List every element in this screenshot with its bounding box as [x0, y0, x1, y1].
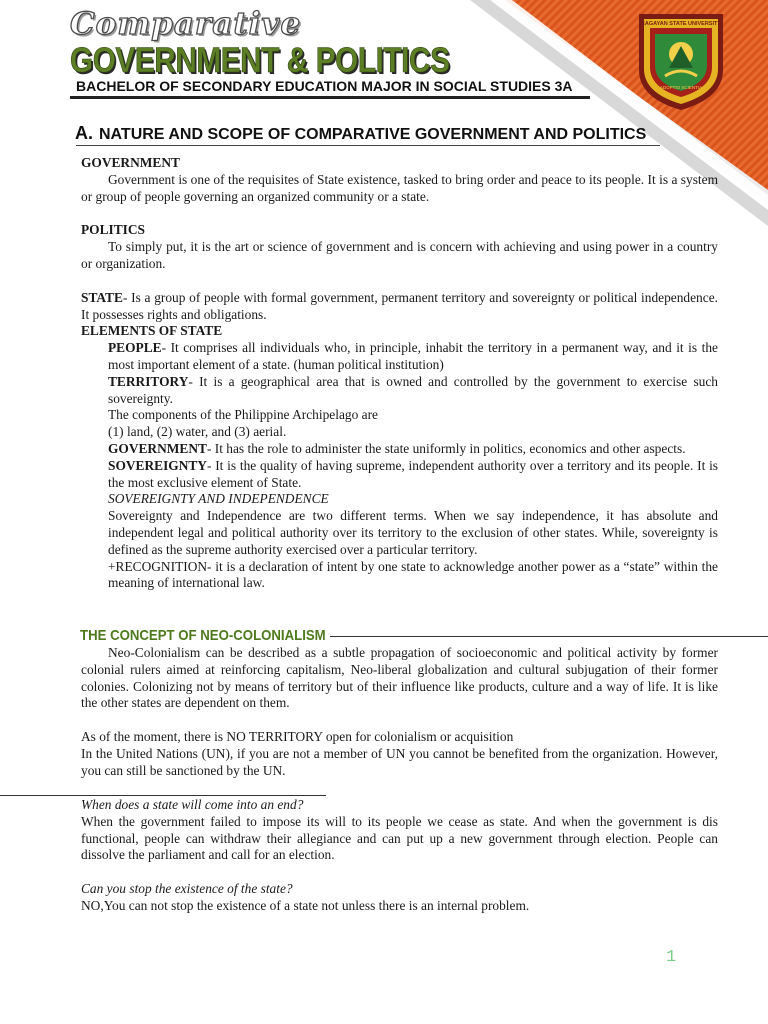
program-subtitle: BACHELOR OF SECONDARY EDUCATION MAJOR IN SOCIAL STUDIES 3A: [76, 78, 573, 94]
neo-colonialism-body: [81, 645, 718, 780]
no-territory-note: As of the moment, there is NO TERRITORY open for colonialism or acquisition: [81, 729, 514, 745]
section-a-body: [81, 155, 718, 592]
territory-body: - It is a geographical area that is owned and controlled by the government to exercise such sovereignty.: [108, 373, 718, 406]
government-heading: GOVERNMENT: [81, 155, 180, 170]
element-people: [108, 340, 718, 374]
subtitle-underline: [70, 96, 590, 99]
section-a-underline: [76, 145, 660, 146]
components-intro: The components of the Philippine Archipelago are: [108, 407, 378, 423]
government-term: GOVERNMENT: [108, 440, 207, 456]
politics-definition: To simply put, it is the art or science of government and is concern with achieving and using power in a country or organization.: [81, 239, 718, 271]
questions-section: [81, 797, 718, 915]
un-note: In the United Nations (UN), if you are not a member of UN you cannot be benefited from the organization. However, you can still be sanctioned by the UN.: [81, 745, 718, 778]
politics-heading: POLITICS: [81, 222, 145, 238]
page-number: 1: [666, 948, 677, 967]
section-letter: A.: [75, 123, 93, 143]
sovereignty-body: - It is the quality of having supreme, independent authority over a territory and its people. It is the most exclusive element of State.: [108, 457, 718, 490]
question-1: When does a state will come into an end?: [81, 797, 304, 812]
sovereignty-term: SOVEREIGNTY: [108, 457, 207, 473]
recognition-definition: +RECOGNITION- it is a declaration of intent by one state to acknowledge another power as a “state” within the meaning of international law.: [108, 558, 718, 591]
university-seal-logo: [633, 10, 729, 112]
people-body: - It comprises all individuals who, in principle, inhabit the territory in a permanent way, and it is the most important element of a state. (human political institution): [108, 340, 718, 372]
element-government: [108, 441, 718, 458]
section-title: NATURE AND SCOPE OF COMPARATIVE GOVERNMENT AND POLITICS: [99, 126, 647, 143]
government-element-body: - It has the role to administer the state uniformly in politics, economics and other aspects.: [206, 440, 686, 456]
state-body: - Is a group of people with formal government, permanent territory and sovereignty or political independence. It possesses rights and obligations.: [81, 289, 718, 322]
seal-bottom-text: ADOPTIO SCIENTIA: [659, 85, 703, 90]
neo-colonialism-definition: Neo-Colonialism can be described as a subtle propagation of socioeconomic and political activity by former colonial rulers aimed at reinforcing capitalism, Neo-liberal globalization and cultural subjugation of their former colonies. Colonizing not by means of territory but of their influence like products, culture and a way of life. It is like the other states are dependent on them.: [81, 645, 718, 711]
neo-colonialism-rule: [330, 636, 768, 637]
section-a-heading: [75, 123, 646, 144]
questions-divider: [0, 795, 326, 796]
state-term: STATE: [81, 289, 123, 305]
element-sovereignty: [108, 458, 718, 492]
title-script: Comparative: [70, 6, 302, 42]
people-term: PEOPLE: [108, 340, 162, 356]
territory-term: TERRITORY: [108, 373, 189, 389]
answer-2: NO,You can not stop the existence of a state not unless there is an internal problem.: [81, 897, 530, 913]
element-territory: [108, 374, 718, 408]
sovereignty-independence-heading: SOVEREIGNTY AND INDEPENDENCE: [108, 491, 329, 507]
title-main: GOVERNMENT & POLITICS: [70, 41, 450, 80]
seal-top-text: CAGAYAN STATE UNIVERSITY: [640, 21, 722, 27]
neo-colonialism-heading: THE CONCEPT OF NEO-COLONIALISM: [80, 627, 326, 644]
elements-heading: ELEMENTS OF STATE: [81, 323, 223, 339]
question-2: Can you stop the existence of the state?: [81, 881, 293, 897]
sovereignty-independence-body: Sovereignty and Independence are two different terms. When we say independence, it has absolute and independent legal and political authority over its territory to the exclusion of other states. While, sovereignty is defined as the supreme authority exercised over a particular territory.: [108, 508, 718, 557]
components-list: (1) land, (2) water, and (3) aerial.: [108, 424, 287, 440]
state-definition: [81, 290, 718, 324]
elements-list: [81, 340, 718, 592]
government-definition: Government is one of the requisites of State existence, tasked to bring order and peace to its people. It is a system or group of people governing an organized community or a state.: [81, 171, 718, 204]
answer-1: When the government failed to impose its will to its people we cease as state. And when the government is dis functional, people can withdraw their allegiance and can put up a new government through election. People can dissolve the parliament and call for an election.: [81, 813, 718, 863]
